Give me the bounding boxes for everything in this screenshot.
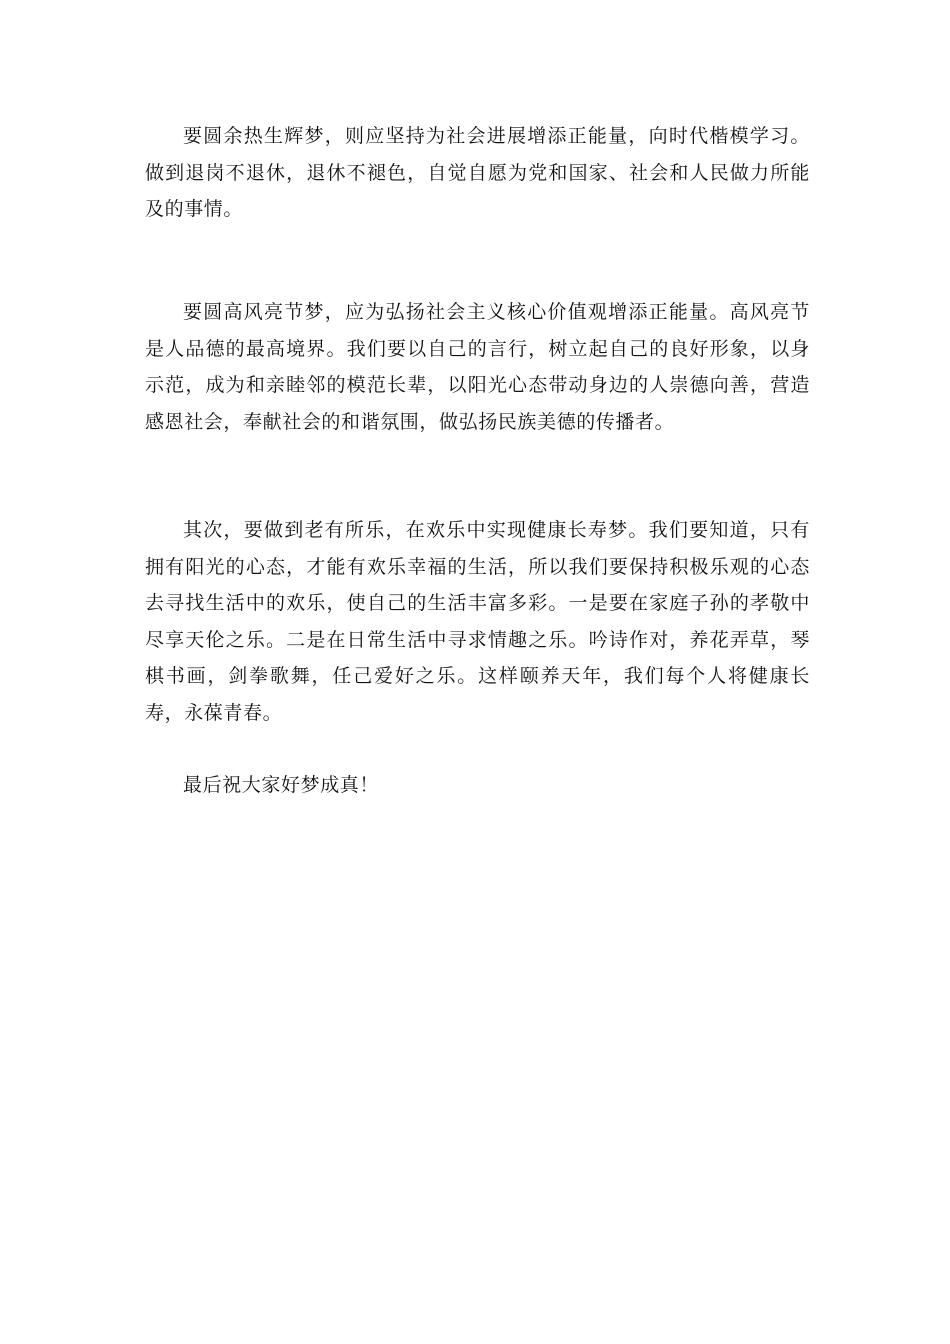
paragraph-closing-wish: 最后祝大家好梦成真！ <box>183 774 380 796</box>
paragraph-integrity-dream: 要圆高风亮节梦，应为弘扬社会主义核心价值观增添正能量。高风亮节是人品德的最高境界。我们要以自己的言行，树立起自己的良好形象，以身示范，成为和亲睦邻的模范长辈，以阳光心态带动身边的人崇德向善，营造感恩社会，奉献社会的和谐氛围，做弘扬民族美德的传播者。 <box>145 301 810 433</box>
paragraph-retirement-dream: 要圆余热生辉梦，则应坚持为社会进展增添正能量，向时代楷模学习。做到退岗不退休，退休不褪色，自觉自愿为党和国家、社会和人民做力所能及的事情。 <box>145 125 810 220</box>
paragraph-health-longevity-dream: 其次，要做到老有所乐，在欢乐中实现健康长寿梦。我们要知道，只有拥有阳光的心态，才能有欢乐幸福的生活，所以我们要保持积极乐观的心态去寻找生活中的欢乐，使自己的生活丰富多彩。一是要在家庭子孙的孝敬中尽享天伦之乐。二是在日常生活中寻求情趣之乐。吟诗作对，养花弄草，琴棋书画，剑拳歌舞，任己爱好之乐。这样颐养天年，我们每个人将健康长寿，永葆青春。 <box>145 519 810 724</box>
